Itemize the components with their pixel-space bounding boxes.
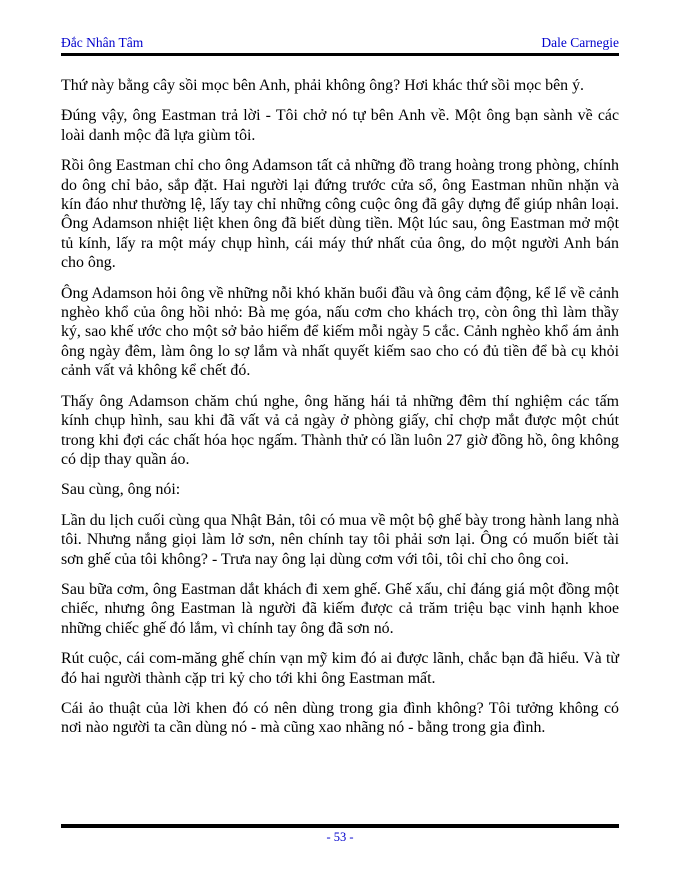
header-author: Dale Carnegie [541, 35, 619, 50]
paragraph: Lần du lịch cuối cùng qua Nhật Bản, tôi có mua về một bộ ghế bày trong hành lang nhà tôi. Nhưng nắng giọi làm lở sơn, nên chính tay tôi phải sơn lại. Ông có muốn biết tài sơn ghế của tôi không? - Trưa nay ông lại dùng cơm với tôi, tôi chỉ cho ông coi. [61, 511, 619, 568]
paragraph: Ông Adamson hỏi ông về những nỗi khó khăn buổi đầu và ông cảm động, kể lể về cảnh nghèo khổ của ông hồi nhỏ: Bà mẹ góa, nấu cơm cho khách trọ, còn ông thì làm thầy ký, sao khế ước cho một sở bảo hiểm để kiếm mỗi ngày 5 cắc. Cảnh nghèo khổ ám ảnh ông ngày đêm, làm ông lo sợ lắm và nhất quyết kiếm sao cho có đủ tiền để bà cụ khỏi cảnh vất vả không kể chết đó. [61, 284, 619, 380]
paragraph: Sau bữa cơm, ông Eastman dắt khách đi xem ghế. Ghế xấu, chỉ đáng giá một đồng một chiếc, nhưng ông Eastman là người đã kiếm được cả trăm triệu bạc vinh hạnh khoe những chiếc ghế đó lắm, vì chính tay ông đã sơn nó. [61, 580, 619, 637]
paragraph: Cái ảo thuật của lời khen đó có nên dùng trong gia đình không? Tôi tưởng không có nơi nào người ta cần dùng nó - mà cũng xao nhãng nó - bằng trong gia đình. [61, 699, 619, 737]
paragraph: Thấy ông Adamson chăm chú nghe, ông hăng hái tả những đêm thí nghiệm các tấm kính chụp hình, sau khi đã vất vả cả ngày ở phòng giấy, chỉ chợp mắt được một chút trong khi đợi các chất hóa học ngấm. Thành thử có lần luôn 27 giờ đồng hồ, ông không có dịp thay quần áo. [61, 392, 619, 468]
page-footer [61, 824, 619, 845]
header-book-title: Đắc Nhân Tâm [61, 35, 144, 50]
page-header [61, 35, 619, 56]
paragraph: Đúng vậy, ông Eastman trả lời - Tôi chở nó tự bên Anh về. Một ông bạn sành về các loài danh mộc đã lựa giùm tôi. [61, 107, 619, 144]
paragraph: Rồi ông Eastman chỉ cho ông Adamson tất cả những đồ trang hoàng trong phòng, chính do ông chỉ bảo, sắp đặt. Hai người lại đứng trước cửa sổ, ông Eastman nhũn nhặn và kín đáo như thường lệ, lấy tay chỉ những công cuộc ông đã gây dựng để giúp nhân loại. Ông Adamson nhiệt liệt khen ông đã biết dùng tiền. Một lúc sau, ông Eastman mở một tủ kính, lấy ra một máy chụp hình, cái máy thứ nhất của ông, do một người Anh bán cho ông. [61, 157, 619, 272]
paragraph: Rút cuộc, cái com-măng ghế chín vạn mỹ kim đó ai được lãnh, chắc bạn đã hiểu. Và từ đó hai người thành cặp tri kỷ cho tới khi ông Eastman mất. [61, 650, 619, 687]
paragraph: Sau cùng, ông nói: [61, 481, 181, 499]
page-body [61, 76, 619, 749]
page-number: - 53 - [326, 830, 354, 844]
paragraph: Thứ này bằng cây sồi mọc bên Anh, phải không ông? Hơi khác thứ sồi mọc bên ý. [61, 77, 584, 94]
